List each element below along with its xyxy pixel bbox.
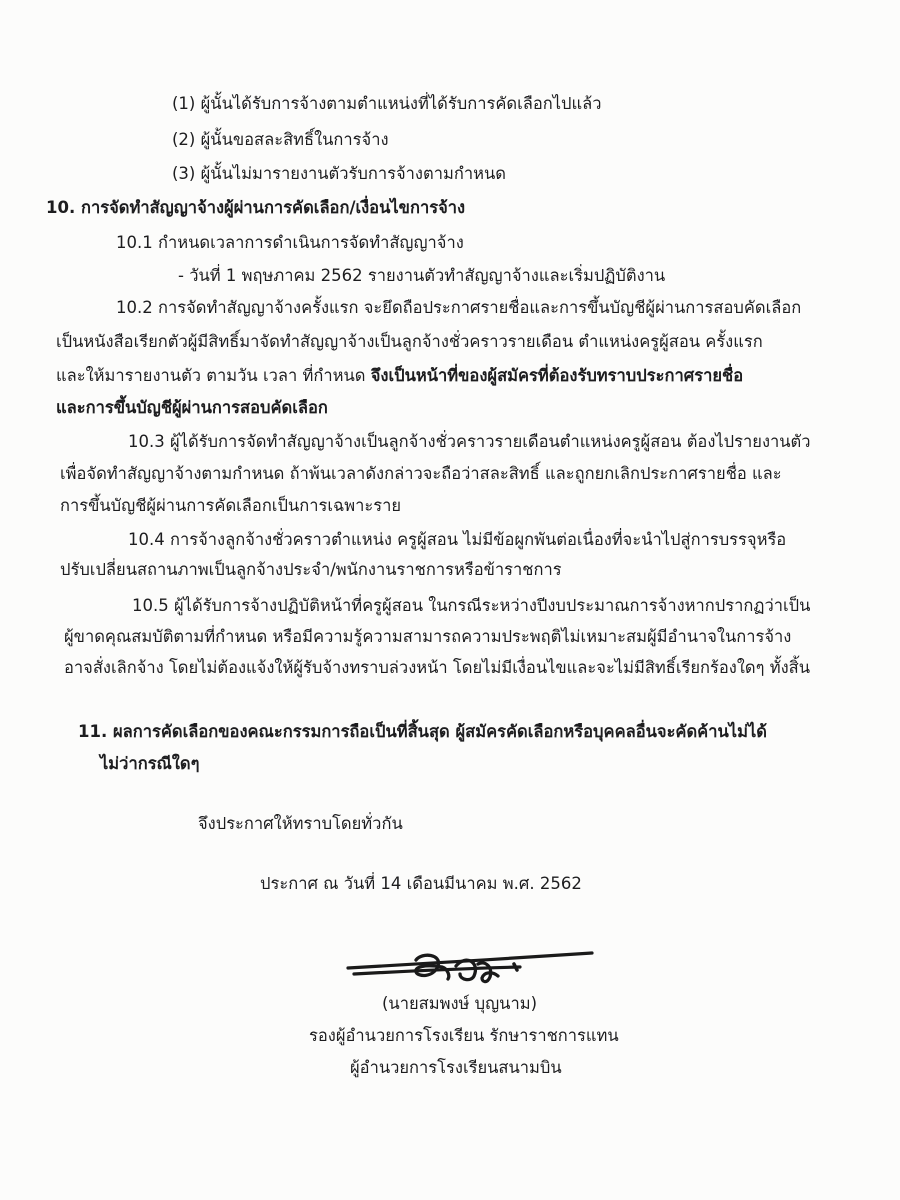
paragraph-10-2-line3-normal: และให้มารายงานตัว ตามวัน เวลา ที่กำหนด	[56, 366, 366, 385]
clause9-item-2: (2) ผู้นั้นขอสละสิทธิ์ในการจ้าง	[172, 130, 389, 149]
paragraph-10-2-line3	[56, 364, 743, 388]
closing-statement: จึงประกาศให้ทราบโดยทั่วกัน	[198, 814, 403, 833]
signature-mark	[330, 944, 610, 994]
paragraph-10-2-line3-bold: จึงเป็นหน้าที่ของผู้สมัครที่ต้องรับทราบประกาศรายชื่อ	[370, 366, 744, 385]
announce-date: ประกาศ ณ วันที่ 14 เดือนมีนาคม พ.ศ. 2562	[260, 874, 582, 893]
paragraph-10-5-line2: ผู้ขาดคุณสมบัติตามที่กำหนด หรือมีความรู้ความสามารถความประพฤติไม่เหมาะสมผู้มีอำนาจในการจ้าง	[64, 627, 792, 646]
paragraph-10-1-date: - วันที่ 1 พฤษภาคม 2562 รายงานตัวทำสัญญาจ้างและเริ่มปฏิบัติงาน	[178, 266, 666, 285]
signatory-name: (นายสมพงษ์ บุญนาม)	[382, 994, 538, 1013]
clause9-item-3: (3) ผู้นั้นไม่มารายงานตัวรับการจ้างตามกำหนด	[172, 164, 506, 183]
paragraph-10-4-line1: 10.4 การจ้างลูกจ้างชั่วคราวตำแหน่ง ครูผู้สอน ไม่มีข้อผูกพันต่อเนื่องที่จะนำไปสู่การบรรจุหรือ	[128, 530, 787, 549]
paragraph-10-3-line2: เพื่อจัดทำสัญญาจ้างตามกำหนด ถ้าพ้นเวลาดังกล่าวจะถือว่าสละสิทธิ์ และถูกยกเลิกประกาศรายชื่อ และ	[60, 464, 782, 483]
paragraph-10-1: 10.1 กำหนดเวลาการดำเนินการจัดทำสัญญาจ้าง	[116, 233, 464, 252]
signatory-position-1: รองผู้อำนวยการโรงเรียน รักษาราชการแทน	[309, 1026, 619, 1045]
signatory-position-2: ผู้อำนวยการโรงเรียนสนามบิน	[350, 1058, 562, 1077]
paragraph-10-5-line1: 10.5 ผู้ได้รับการจ้างปฏิบัติหน้าที่ครูผู้สอน ในกรณีระหว่างปีงบประมาณการจ้างหากปรากฏว่าเป็น	[132, 596, 811, 615]
paragraph-10-5-line3: อาจสั่งเลิกจ้าง โดยไม่ต้องแจ้งให้ผู้รับจ้างทราบล่วงหน้า โดยไม่มีเงื่อนไขและจะไม่มีสิทธิ์เรียกร้องใดๆ ทั้งสิ้น	[64, 658, 811, 677]
section11-line2: ไม่ว่ากรณีใดๆ	[100, 754, 200, 773]
section11-line1: 11. ผลการคัดเลือกของคณะกรรมการถือเป็นที่สิ้นสุด ผู้สมัครคัดเลือกหรือบุคคลอื่นจะคัดค้านไม่ได้	[78, 722, 767, 741]
paragraph-10-3-line1: 10.3 ผู้ได้รับการจัดทำสัญญาจ้างเป็นลูกจ้างชั่วคราวรายเดือนตำแหน่งครูผู้สอน ต้องไปรายงานตัว	[128, 432, 811, 451]
section10-heading: 10. การจัดทำสัญญาจ้างผู้ผ่านการคัดเลือก/เงื่อนไขการจ้าง	[46, 198, 466, 217]
paragraph-10-2-line1: 10.2 การจัดทำสัญญาจ้างครั้งแรก จะยึดถือประกาศรายชื่อและการขึ้นบัญชีผู้ผ่านการสอบคัดเลือก	[116, 298, 802, 317]
paragraph-10-2-line4: และการขึ้นบัญชีผู้ผ่านการสอบคัดเลือก	[56, 398, 328, 417]
paragraph-10-4-line2: ปรับเปลี่ยนสถานภาพเป็นลูกจ้างประจำ/พนักงานราชการหรือข้าราชการ	[60, 560, 562, 579]
clause9-item-1: (1) ผู้นั้นได้รับการจ้างตามตำแหน่งที่ได้รับการคัดเลือกไปแล้ว	[172, 94, 602, 113]
paragraph-10-3-line3: การขึ้นบัญชีผู้ผ่านการคัดเลือกเป็นการเฉพาะราย	[60, 496, 401, 515]
paragraph-10-2-line2: เป็นหนังสือเรียกตัวผู้มีสิทธิ์มาจัดทำสัญญาจ้างเป็นลูกจ้างชั่วคราวรายเดือน ตำแหน่งครูผู้สอน ครั้งแรก	[56, 332, 763, 351]
